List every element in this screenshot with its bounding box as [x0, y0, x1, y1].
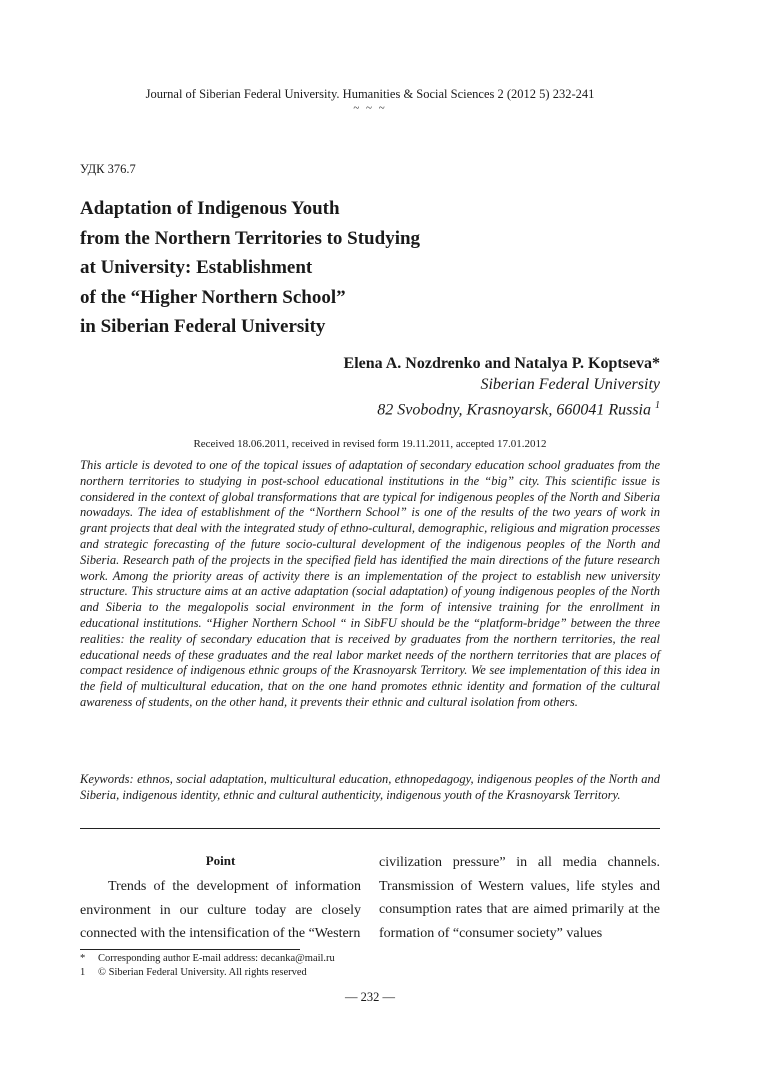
author-block	[344, 353, 660, 420]
title-line: of the “Higher Northern School”	[80, 286, 346, 308]
article-title	[80, 194, 640, 342]
footnote	[80, 966, 480, 980]
footnote	[80, 952, 480, 966]
author-names: Elena A. Nozdrenko and Natalya P. Koptseva*	[343, 355, 660, 372]
section-divider	[80, 828, 660, 829]
title-line: from the Northern Territories to Studying	[80, 227, 421, 249]
title-line: at University: Establishment	[80, 257, 313, 278]
author-address: 82 Svobodny, Krasnoyarsk, 660041 Russia	[377, 401, 651, 419]
footnote-mark: 1	[80, 967, 86, 978]
title-line: Adaptation of Indigenous Youth	[80, 198, 340, 219]
header-ornament: ~ ~ ~	[353, 102, 387, 114]
body-column-right	[379, 851, 660, 945]
footnotes	[80, 952, 480, 980]
journal-header	[80, 86, 660, 114]
received-dates: Received 18.06.2011, received in revised form 19.11.2011, accepted 17.01.2012	[193, 438, 547, 450]
footnote-divider	[80, 949, 300, 950]
footnote-text: Corresponding author E-mail address: decanka@mail.ru	[98, 953, 335, 964]
footnote-text: © Siberian Federal University. All rights reserved	[98, 967, 307, 978]
author-address-line	[344, 395, 660, 420]
author-affiliation: Siberian Federal University	[480, 376, 660, 393]
footnote-mark: *	[80, 953, 86, 964]
journal-citation: Journal of Siberian Federal University. Humanities & Social Sciences 2 (2012 5) 232-241	[145, 87, 595, 101]
body-column-left	[80, 851, 361, 946]
title-line: in Siberian Federal University	[80, 316, 326, 337]
udk-code: УДК 376.7	[80, 162, 136, 176]
body-paragraph-continued: civilization pressure” in all media channels. Transmission of Western values, life styles and consumption rates that are aimed primarily at the formation of “consumer society” values	[379, 855, 660, 941]
page-number: — 232 —	[345, 990, 395, 1004]
address-footnote-mark: 1	[655, 400, 660, 411]
body-paragraph: Trends of the development of information environment in our culture today are closely connected with the intensification of the “Western	[80, 879, 361, 941]
section-heading: Point	[205, 853, 236, 868]
keywords: Keywords: ethnos, social adaptation, multicultural education, ethnopedagogy, indigenous peoples of the North and Siberia, indigenous identity, ethnic and cultural authenticity, indigenous youth of the Krasnoyarsk Territory.	[80, 772, 660, 802]
abstract: This article is devoted to one of the topical issues of adaptation of secondary education school graduates from the northern territories to studying in post-school educational institutions in the “big” city. This scientific issue is considered in the context of global transformations that are typical for indigenous peoples of the North and Siberia nowadays. The idea of establishment of the “Northern School” is one of the results of the two years of work in grant projects that deal with the integrated study of ethno-cultural, demographic, religious and migration processes and strategic forecasting of the future socio-cultural development of the indigenous peoples of the North and Siberia. Research path of the projects in the specified field has identified the main directions of the future research work. Among the priority areas of activity there is an implementation of the project to establish new university structure. This structure aims at an active adaptation (social adaptation) of young indigenous peoples of the North and Siberia to the megalopolis social environment in the form of intensive training for the enrollment in educational institutions. “Higher Northern School “ in SibFU should be the “platform-bridge” between the three realities: the reality of secondary education that is received by graduates from the northern territories, the real educational needs of these graduates and the real labor market needs of the northern territories that are places of compact residence of indigenous ethnic groups of the Krasnoyarsk Territory. We see implementation of this idea in the field of multicultural education, that on the one hand promotes ethnic identity and formation of the cultural awareness of students, on the other hand, it prevents their ethnic and cultural isolation from others.	[80, 458, 660, 709]
